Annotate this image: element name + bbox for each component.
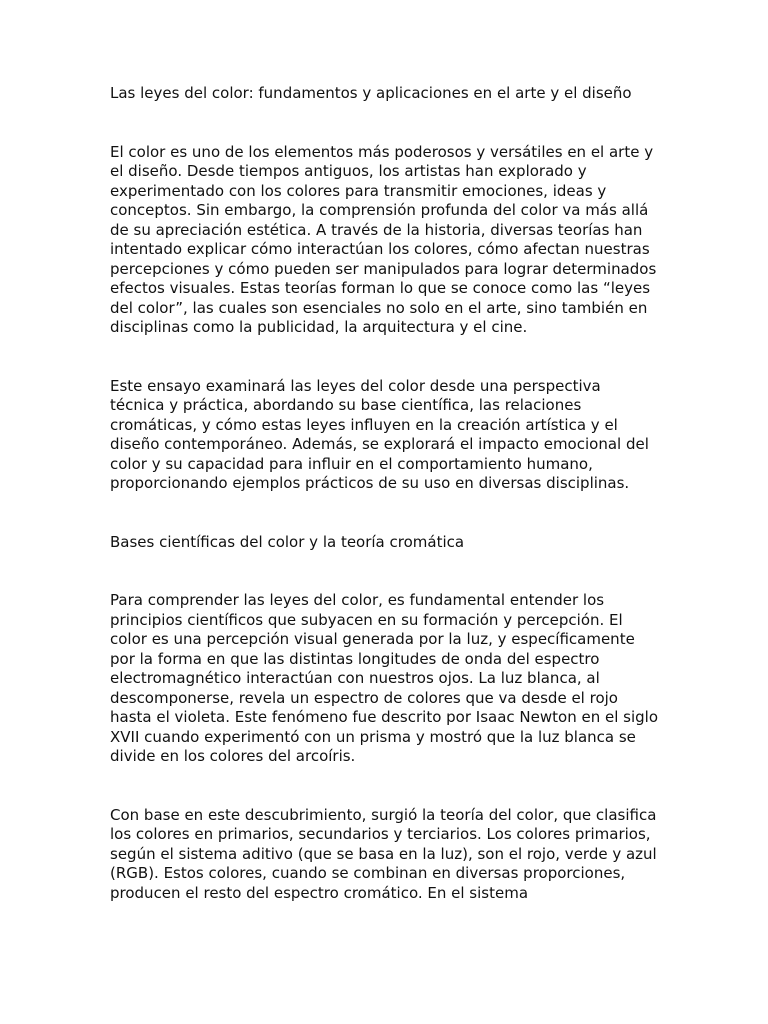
paragraph-scientific-basis: Para comprender las leyes del color, es fundamental entender los principios científicos que subyacen en su formación y percepción. El color es una percepción visual generada por la luz, y específicamente por la forma en que las distintas longitudes de onda del espectro electromagnético interactúan con nuestros ojos. La luz blanca, al descomponerse, revela un espectro de colores que va desde el rojo hasta el violeta. Este fenómeno fue descrito por Isaac Newton en el siglo XVII cuando experimentó con un prisma y mostró que la luz blanca se divide en los colores del arcoíris. (110, 591, 658, 765)
document-body (110, 84, 658, 942)
document-title: Las leyes del color: fundamentos y aplicaciones en el arte y el diseño (110, 84, 632, 102)
paragraph-color-theory: Con base en este descubrimiento, surgió la teoría del color, que clasifica los colores en primarios, secundarios y terciarios. Los colores primarios, según el sistema aditivo (que se basa en la luz), son el rojo, verde y azul (RGB). Estos colores, cuando se combinan en diversas proporciones, producen el resto del espectro cromático. En el sistema (110, 805, 657, 902)
section-heading: Bases científicas del color y la teoría cromática (110, 532, 465, 551)
paragraph-intro: El color es uno de los elementos más poderosos y versátiles en el arte y el diseño. Desde tiempos antiguos, los artistas han explorado y experimentado con los colores para transmitir emociones, ideas y conceptos. Sin embargo, la comprensión profunda del color va más allá de su apreciación estética. A través de la historia, diversas teorías han intentado explicar cómo interactúan los colores, cómo afectan nuestras percepciones y cómo pueden ser manipulados para lograr determinados efectos visuales. Estas teorías forman lo que se conoce como las “leyes del color”, las cuales son esenciales no solo en el arte, sino también en disciplinas como la publicidad, la arquitectura y el cine. (110, 142, 657, 336)
paragraph-essay-scope: Este ensayo examinará las leyes del color desde una perspectiva técnica y práctica, abordando su base científica, las relaciones cromáticas, y cómo estas leyes influyen en la creación artística y el diseño contemporáneo. Además, se explorará el impacto emocional del color y su capacidad para influir en el comportamiento humano, proporcionando ejemplos prácticos de su uso en diversas disciplinas. (110, 376, 649, 492)
